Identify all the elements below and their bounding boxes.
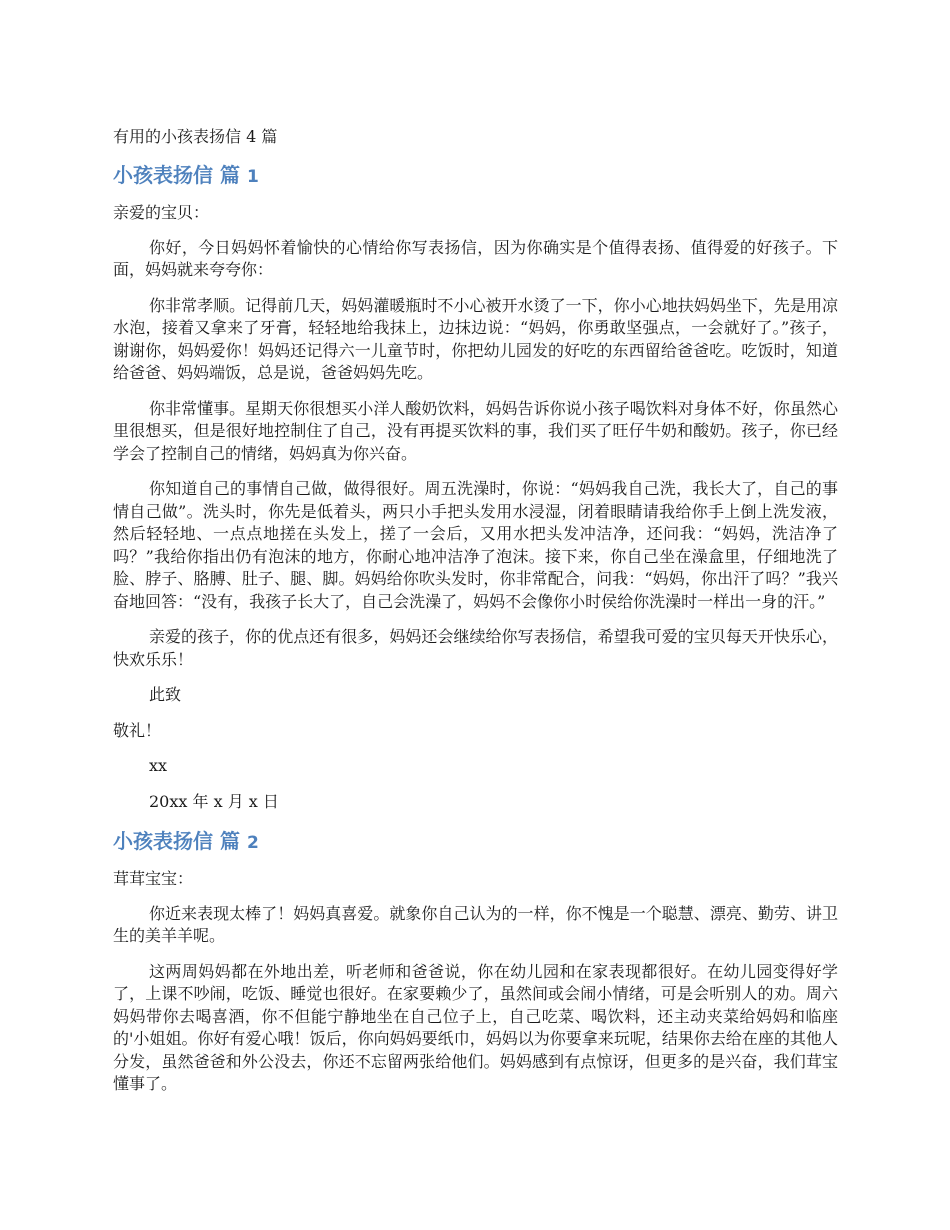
closing-phrase: 此致 — [149, 685, 182, 704]
section-heading-1 — [113, 160, 838, 192]
letter-date: 20xx 年 x 月 x 日 — [149, 791, 279, 811]
section-heading-number: 1 — [246, 167, 259, 187]
salutation: 亲爱的宝贝： — [113, 203, 210, 222]
section-heading-text: 小孩表扬信 篇 — [113, 163, 240, 187]
document-title: 有用的小孩表扬信 4 篇 — [113, 127, 278, 146]
section-heading-text: 小孩表扬信 篇 — [113, 829, 240, 853]
paragraph: 你近来表现太棒了！妈妈真喜爱。就象你自己认为的一样，你不愧是一个聪慧、漂亮、勤劳、讲卫生的美羊羊呢。 — [113, 903, 838, 945]
regards: 敬礼！ — [113, 720, 162, 740]
section-heading-2 — [113, 826, 838, 858]
document-page — [113, 122, 838, 1109]
paragraph: 你非常孝顺。记得前几天，妈妈灌暖瓶时不小心被开水烫了一下，你小心地扶妈妈坐下，先是用凉水泡，接着又拿来了牙膏，轻轻地给我抹上，边抹边说：“妈妈，你勇敢坚强点，一会就好了。”孩子，谢谢你，妈妈爱你！妈妈还记得六一儿童节时，你把幼儿园发的好吃的东西留给爸爸吃。吃饭时，知道给爸爸、妈妈端饭，总是说，爸爸妈妈先吃。 — [113, 295, 838, 382]
paragraph: 你好，今日妈妈怀着愉快的心情给你写表扬信，因为你确实是个值得表扬、值得爱的好孩子。下面，妈妈就来夸夸你： — [113, 237, 838, 279]
salutation: 茸茸宝宝： — [113, 869, 194, 888]
paragraph: 你知道自己的事情自己做，做得很好。周五洗澡时，你说：“妈妈我自己洗，我长大了，自己的事情自己做”。洗头时，你先是低着头，两只小手把头发用水浸湿，闭着眼睛请我给你手上倒上洗发液，然后轻轻地、一点点地搓在头发上，搓了一会后，又用水把头发冲洁净，还问我：“妈妈，洗洁净了吗？”我给你指出仍有泡沫的地方，你耐心地冲洁净了泡沫。接下来，你自己坐在澡盒里，仔细地洗了脸、脖子、胳膊、肚子、腿、脚。妈妈给你吹头发时，你非常配合，问我：“妈妈，你出汗了吗？”我兴奋地回答：“没有，我孩子长大了，自己会洗澡了，妈妈不会像你小时侯给你洗澡时一样出一身的汗。” — [113, 479, 838, 611]
letter-section-2 — [113, 826, 838, 1096]
signature: xx — [149, 756, 168, 775]
paragraph: 你非常懂事。星期天你很想买小洋人酸奶饮料，妈妈告诉你说小孩子喝饮料对身体不好，你虽然心里很想买，但是很好地控制住了自己，没有再提买饮料的事，我们买了旺仔牛奶和酸奶。孩子，你已经学会了控制自己的情绪，妈妈真为你兴奋。 — [113, 398, 838, 463]
section-heading-number: 2 — [246, 833, 259, 853]
paragraph: 亲爱的孩子，你的优点还有很多，妈妈还会继续给你写表扬信，希望我可爱的宝贝每天开快乐心，快欢乐乐！ — [113, 627, 838, 669]
paragraph: 这两周妈妈都在外地出差，听老师和爸爸说，你在幼儿园和在家表现都很好。在幼儿园变得好学了，上课不吵闹，吃饭、睡觉也很好。在家要赖少了，虽然间或会闹小情绪，可是会听别人的劝。周六妈妈带你去喝喜酒，你不但能宁静地坐在自己位子上，自己吃菜、喝饮料，还主动夹菜给妈妈和临座的'小姐姐。你好有爱心哦！饭后，你向妈妈要纸巾，妈妈以为你要拿来玩呢，结果你去给在座的其他人分发，虽然爸爸和外公没去，你还不忘留两张给他们。妈妈感到有点惊讶，但更多的是兴奋，我们茸宝懂事了。 — [113, 961, 838, 1093]
letter-section-1 — [113, 160, 838, 813]
